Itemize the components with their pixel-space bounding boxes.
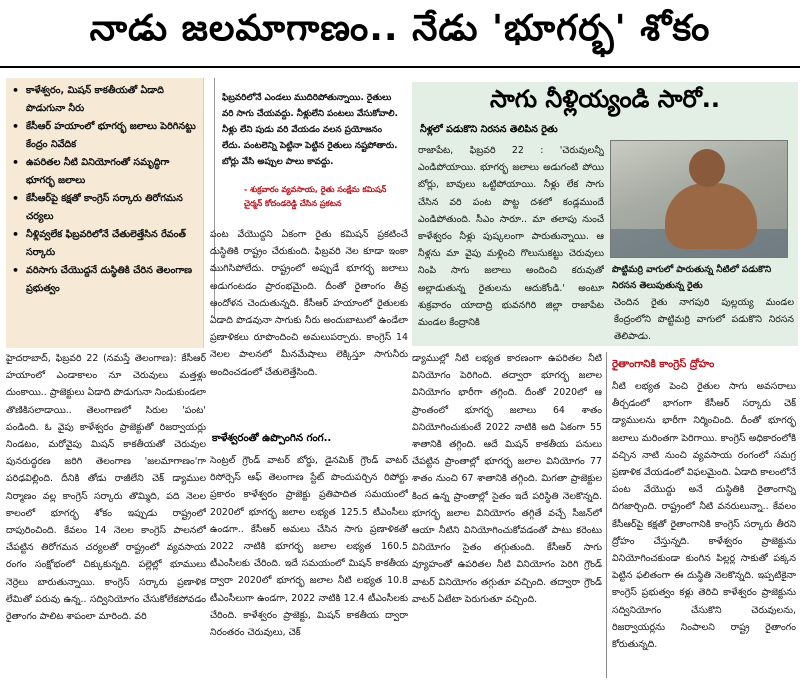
column-rule: [606, 352, 607, 678]
highlights-box: [6, 78, 204, 348]
photo-caption: పొట్టిమర్రి వాగులో పారుతున్న నీటిలో పడుకొని నిరసన తెలుపుతున్న రైతు: [612, 265, 772, 291]
highlight-text: కేసీఆర్‌పై కక్షతో కాంగ్రెస్ సర్కారు తిరోగమన చర్యలు: [26, 193, 183, 222]
feature-title: సాగు నీళ్లియ్యండి సారో..: [489, 85, 721, 113]
pull-quote: ఫిబ్రవరిలోనే ఎండలు ముదిరిపోతున్నాయి. రైతులు వరి సాగు చేయవద్దు. నీళ్లులేని పంటలు వేసుకోవాలి. నీళ్లు లేని పుడు వరి వేయడం వలన ప్రయోజనం లేదు. పంటలెన్ని పెట్టినా పెట్టిన రైతులు నష్టపోతారు. బోర్లు వేసి అప్పుల పాలు కావద్దు.: [222, 93, 398, 167]
feature-subtitle: నీళ్లలో పడుకొని నిరసన తెలిపిన రైతు: [420, 124, 558, 135]
highlight-text: ఉపరితల నీటి వినియోగంతో సమృద్ధిగా భూగర్భ జలాలు: [26, 157, 170, 186]
highlight-item: [12, 118, 199, 153]
bullet-icon: •: [12, 120, 20, 133]
quote-attribution: - శుక్రవారం వ్యవసాయ, రైతు సంక్షేమ కమిషన్ చైర్మన్ కోదండరెడ్డి చేసిన ప్రకటన: [244, 185, 387, 208]
highlight-text: నీళ్లివ్వలేక ఫిబ్రవరిలోనే చేతులెత్తేసిన రేవంత్ సర్కారు: [26, 229, 186, 258]
article-column-4: నీటి లభ్యత పెంచి రైతుల సాగు అవసరాలు తీర్చడంలో భాగంగా కేసీఆర్ సర్కారు చెక్ డ్యాములను భారీగా నిర్మించింది. దీంతో భూగర్భ జలాలు మరింతగా పెరిగాయి. కాంగ్రెస్ అధికారంలోకి వచ్చిన నాటి నుంచి వ్యవసాయ రంగంలో సమగ్ర ప్రణాళిక వేయడంలో విఫలమైంది. ఏడాది కాలంలోనే పంట వేయొద్దు అనే దుస్థితికి రైతాంగాన్ని దిగజార్చింది. రాష్ట్రంలో నీటి వనరులున్నా.. కేవలం కేసీఆర్‌పై కక్షతో రైతాంగానికి కాంగ్రెస్ సర్కారు తీరని ద్రోహం చేస్తున్నది. కాళేశ్వరం ప్రాజెక్టును వినియోగించకుండా కుంగిన పిల్లర్ల సాకుతో పక్కన పెట్టిన ఫలితంగా ఈ దుస్థితి నెలకొన్నది. ఇప్పటికైనా కాంగ్రెస్ ప్రభుత్వం కళ్లు తెరిచి కాళేశ్వరం ప్రాజెక్టును సద్వినియోగం చేసుకొని చెరువులను, రిజర్వాయర్లను నింపాలని రాష్ట్ర రైతాంగం కోరుతున్నది.: [612, 381, 796, 651]
feature-continuation: చెందిన రైతు నాగపురి పుల్లయ్య మండల కేంద్రంలోని పొట్టిమర్రి వాగులో పడుకొని నిరసన తెలిపాడు.: [614, 297, 794, 342]
headline: నాడు జలమాగాణం.. నేడు 'భూగర్భ' శోకం: [0, 0, 800, 68]
article-column-3: డ్యాముల్లో నీటి లభ్యత కారణంగా ఉపరితల నీటి వినియోగం పెరిగింది. తద్వారా భూగర్భ జలాల వినియోగం భారీగా తగ్గింది. దీంతో 2020లో ఆ ప్రాంతంలో భూగర్భ జలాలు 64 శాతం వినియోగించుకుంటే 2022 నాటికి అది ఏకంగా 55 శాతానికి తగ్గింది. ఆదే మిషన్ కాకతీయ పనులు చేపట్టిన ప్రాంతాల్లో భూగర్భ జలాల వినియోగం 77 శాతం నుంచి 67 శాతానికి తగ్గింది. మిగతా ప్రాజెక్టుల కింద ఉన్న ప్రాంతాల్లో సైతం ఇదే పరిస్థితి నెలకొన్నది. భూగర్భ జలాల వినియోగం తగ్గితే వచ్చే సీజన్‌లో ఆయా నీటిని వినియోగించుకోవడంతో పాటు కరెంటు వినియోగం సైతం తగ్గుతుంది. కేసీఆర్ సాగు వ్యూహంతో ఉపరితల నీటి వినియోగం పెరిగి గ్రౌండ్ వాటర్ వినియోగం తగ్గుతూ వచ్చింది. తద్వారా గ్రౌండ్ వాటర్ ఏటేటా పెరుగుతూ వచ్చింది.: [412, 353, 602, 605]
farmer-photo: [610, 140, 788, 258]
feature-body: రాజాపేట, ఫిబ్రవరి 22 : 'చెరువులన్నీ ఎండిపోయాయి. భూగర్భ జలాలు అడుగంటి పోయి బోర్లు, బావులు ఒట్టిపోయాయి. నీళ్లు లేక సాగు చేసిన వరి పంట పొట్ట దశలో కండ్లముందే ఎండిపోతుంది. సీఎం సారూ.. మా తలాపు నుంచే కాళేశ్వరం నీళ్లు పుష్కలంగా పారుతున్నాయి. ఆ నీళ్లను మా వైపు మళ్లించి గొలుసుకట్టు చెరువులు నింపి సాగు జలాలు అందించి కరువుతో అల్లాడుతున్న రైతులను ఆదుకోండి.' అంటూ శుక్రవారం యాదాద్రి భువనగిరి జిల్లా రాజాపేట మండల కేంద్రానికి: [418, 145, 604, 329]
dateline: హైదరాబాద్, ఫిబ్రవరి 22 (నమస్తే తెలంగాణ):: [6, 353, 177, 364]
column-2-subhead: కాళేశ్వరంతో ఉప్పొంగిన గంగ..: [212, 433, 332, 444]
highlight-text: కేసీఆర్ హయాంలో భూగర్భ జలాలు పెరిగినట్టు కేంద్రం నివేదిక: [26, 121, 196, 150]
bullet-icon: •: [12, 156, 20, 169]
column-4-subhead: రైతాంగానికి కాంగ్రెస్ ద్రోహం: [612, 359, 715, 370]
bullet-icon: •: [12, 228, 20, 241]
column-1-text: కేసీఆర్ హయాంలో ఎండాకాలం నూ చెరువులు మత్తళ్లు దుంకాయి.. ప్రాజెక్టులు ఏడాది పొడుగునా నిండుకుండలా తొణికిసలాడాయి.. తెలంగాణలో సిరుల 'పంట' పండింది. ఓ వైపు కాళేశ్వరం ప్రాజెక్టుతో రిజర్వాయర్లు నిండటం, మరోవైపు మిషన్ కాకతీయతో చెరువుల పునరుద్ధరణ జరిగి తెలంగాణ 'జలమాగాణం'గా పరిఢవిల్లింది. దీనికి తోడు రాజీలేని చెక్ డ్యాముల నిర్మాణం వల్ల కాంగ్రెస్ సర్కారు తొమ్మిది, పది నెలల కాలంలో భూగర్భ శోకం ఇప్పుడు రాష్ట్రంలో దాపురించింది. కేవలం 14 నెలల కాంగ్రెస్ పాలనలో చేపట్టిన తిరోగమన చర్యలతో రాష్ట్రంలో వ్యవసాయ రంగం సంక్షోభంలో చిక్కుకున్నది. పల్లెల్లో భూములు నెర్రెలు బారుతున్నాయి. కాంగ్రెస్ సర్కారు ప్రణాళిక లేమితో పరువు ఉన్న.. సద్వినియోగం చేసుకోలేకపోవడం రైతాంగం పాలిట శాపంలా మారింది. వరి: [6, 353, 206, 623]
highlight-text: వరిసాగు చేయొద్దనే దుస్థితికి చేరిన తెలంగాణ ప్రభుత్వం: [26, 265, 193, 294]
bullet-icon: •: [12, 192, 20, 205]
article-column-2: పంట వేయొద్దని ఏకంగా రైతు కమిషన్ ప్రకటించే దుస్థితికి రాష్ట్రం చేరుకుంది. ఫిబ్రవరి నెల కూడా ఇంకా ముగిసిపోలేదు. రాష్ట్రంలో అప్పుడే భూగర్భ జలాలు అడుగంటడం ప్రారంభమైంది. దీంతో రైతాంగం తీవ్ర ఆందోళన చెందుతున్నది. కేసీఆర్ హయాంలో రైతులకు ఏడాది పొడవునా సాగుకు నీరు అందుబాటులో ఉండేలా ప్రణాళికలు రూపొందించి అమలుపర్చారు. కాంగ్రెస్ 14 నెలల పాలనలో మీనమేషాలు లెక్కిస్తూ సాగునీరు అందించడంలో చేతులెత్తేసింది.: [210, 229, 408, 378]
highlight-text: కాళేశ్వరం, మిషన్ కాకతీయతో ఏడాది పొడుగునా నీరు: [26, 85, 164, 114]
highlight-item: [12, 154, 199, 189]
person-body-shape: [665, 183, 757, 249]
bullet-icon: •: [12, 84, 20, 97]
highlight-item: [12, 226, 199, 261]
article-column-1: [6, 350, 206, 680]
bullet-icon: •: [12, 264, 20, 277]
highlight-item: [12, 262, 199, 297]
person-head-shape: [689, 149, 725, 187]
article-column-2-continued: సెంట్రల్ గ్రౌండ్ వాటర్ బోర్డు, డైనమిక్ గ్రౌండ్ వాటర్ రిసోర్సెస్ ఆఫ్ తెలంగాణ స్టేట్ పొందుపర్చిన రిపోర్టు ప్రకారం కాళేశ్వరం ప్రాజెక్టు ప్రతిపాదిత సమయంలో 2020లో భూగర్భ జలాల లభ్యత 125.5 టీఎంసీలు ఉండగా.. కేసీఆర్ అమలు చేసిన సాగు ప్రణాళికతో 2022 నాటికి భూగర్భ జలాల లభ్యత 160.5 టీఎంసీలకు చేరింది. ఇదే సమయంలో మిషన్ కాకతీయ ద్వారా 2020లో భూగర్భ జలాల నీటి లభ్యత 10.8 టీఎంసీలుగా ఉండగా, 2022 నాటికి 12.4 టీఎంసీలకు చేరింది. కాళేశ్వరం ప్రాజెక్టు, మిషన్ కాకతీయ ద్వారా నిరంతరం చెరువులు, చెక్: [210, 455, 408, 639]
highlight-item: [12, 82, 199, 117]
highlight-item: [12, 190, 199, 225]
